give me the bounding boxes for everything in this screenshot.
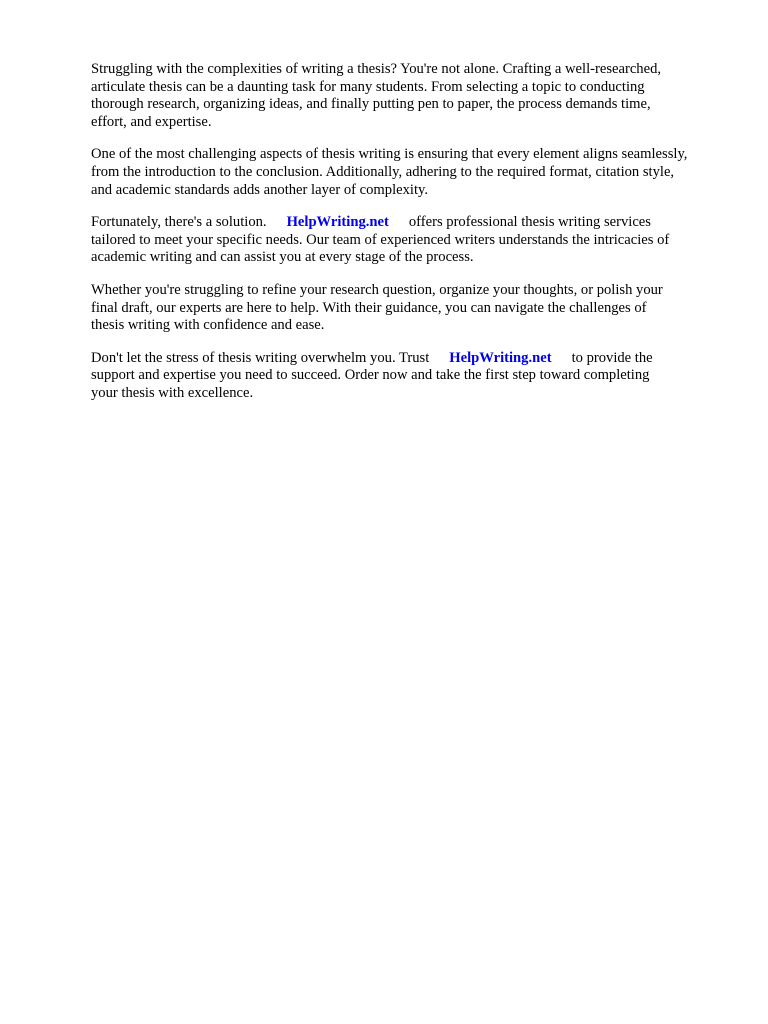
document-body	[91, 61, 731, 418]
paragraph-experts	[91, 282, 731, 335]
text-line: articulate thesis can be a daunting task for many students. From selecting a topic to conducting	[91, 78, 645, 95]
text-line: from the introduction to the conclusion. Additionally, adhering to the required format, citation style,	[91, 163, 675, 180]
paragraph-challenges	[91, 146, 731, 199]
text-line: One of the most challenging aspects of thesis writing is ensuring that every element aligns seamlessly,	[91, 146, 688, 163]
text-line: and academic standards adds another layer of complexity.	[91, 181, 429, 198]
paragraph-intro	[91, 61, 731, 131]
text-line: academic writing and can assist you at every stage of the process.	[91, 249, 474, 266]
text-line: effort, and expertise.	[91, 113, 212, 130]
paragraph-solution	[91, 214, 731, 267]
text-line: Struggling with the complexities of writing a thesis? You're not alone. Crafting a well-researched,	[91, 61, 662, 77]
text-line-with-link	[91, 214, 731, 232]
text-line: support and expertise you need to succeed. Order now and take the first step toward completing	[91, 367, 650, 384]
text-line: Whether you're struggling to refine your research question, organize your thoughts, or polish your	[91, 281, 663, 298]
text-line: thorough research, organizing ideas, and finally putting pen to paper, the process demands time,	[91, 96, 651, 113]
text-line-with-link	[91, 350, 731, 368]
text-line: tailored to meet your specific needs. Our team of experienced writers understands the intricacies of	[91, 231, 670, 248]
paragraph-call-to-action	[91, 350, 731, 403]
helpwriting-link[interactable]: HelpWriting.net	[286, 214, 389, 231]
text-before-link: Fortunately, there's a solution.	[91, 214, 267, 231]
text-after-link: offers professional thesis writing services	[408, 214, 651, 231]
text-line: final draft, our experts are here to help. With their guidance, you can navigate the challenges of	[91, 299, 647, 316]
text-line: thesis writing with confidence and ease.	[91, 317, 325, 334]
text-after-link: to provide the	[571, 349, 653, 366]
text-line: your thesis with excellence.	[91, 384, 254, 401]
text-before-link: Don't let the stress of thesis writing overwhelm you. Trust	[91, 349, 430, 366]
helpwriting-link[interactable]: HelpWriting.net	[449, 349, 552, 366]
